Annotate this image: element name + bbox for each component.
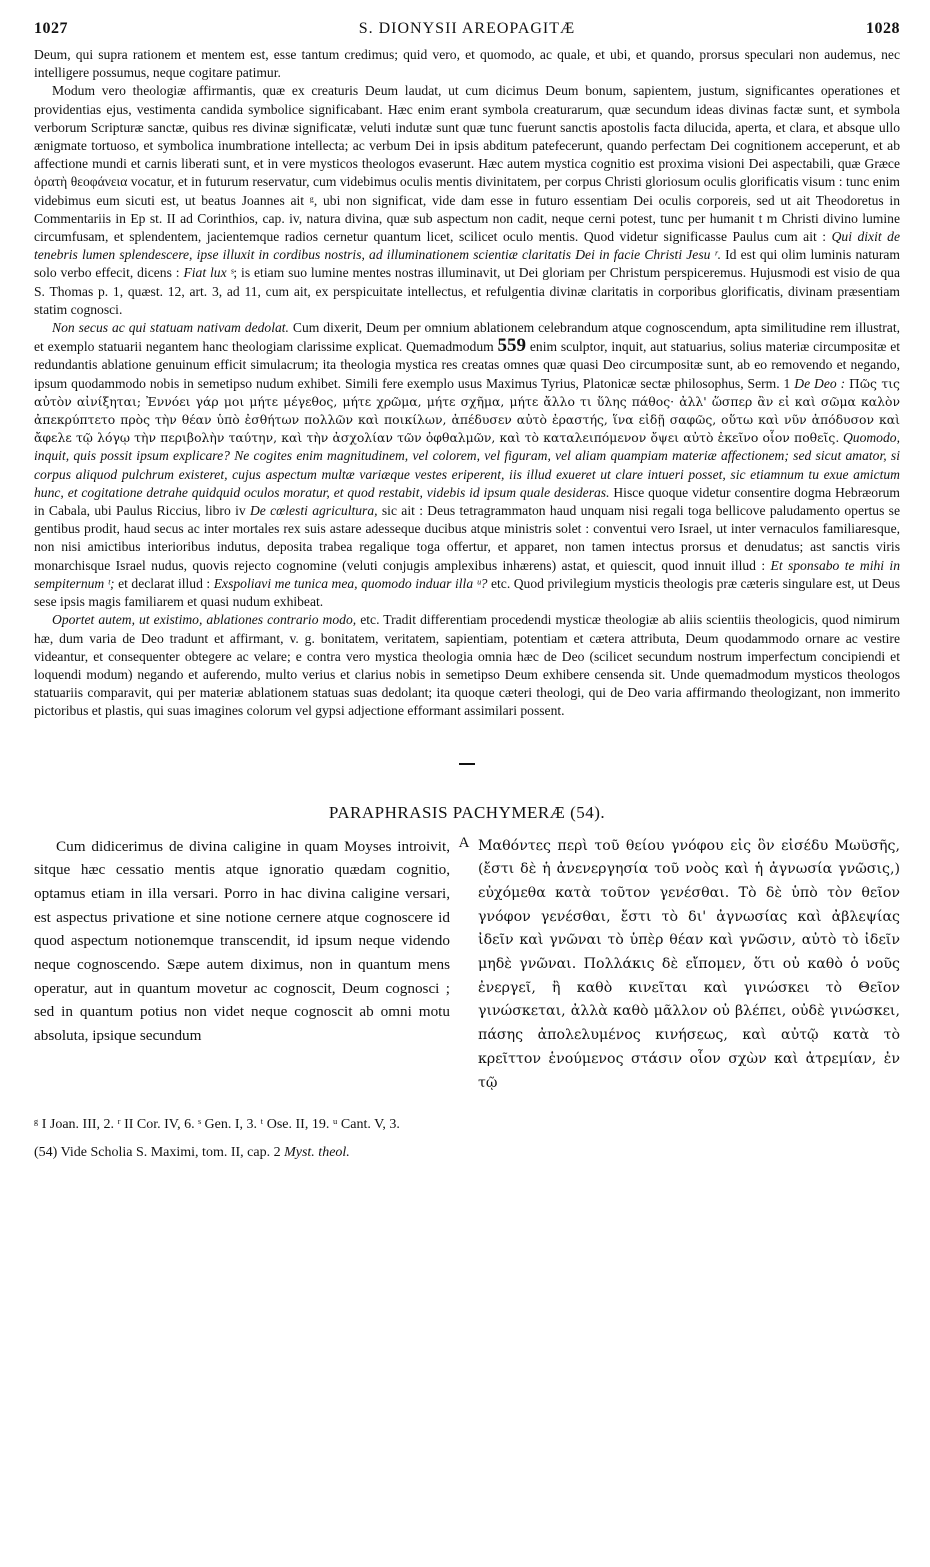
- running-title: S. DIONYSII AREOPAGITÆ: [358, 20, 576, 37]
- commentary-paragraph: Deum, qui supra rationem et mentem est, esse tantum credimus; quid vero, et quomodo, ac quale, et ubi, et quando, prorsus speculari non audemus, nec intelligere possumus, neque cogitare patimur.: [34, 47, 900, 81]
- footnotes: [34, 1111, 900, 1167]
- footnote-text: (54) Vide Scholia S. Maximi, tom. II, cap. 2: [34, 1145, 281, 1161]
- latin-translation: Quomodo, inquit, quis possit ipsum explicare? Ne cogites enim magnitudinem, vel colorem, vel figuram, vel aliam quampiam materiæ affectionem; sed sicut amator, si corpus aliquod pulchrum existeret, cujus aspectum multæ variæque vestes eriperent, iis illud exueret ut clare intueri posset, sic etiamnum tu exue amictum hunc, et cogitatione detrahe quidquid oculos moratur, et quod restabit, videbis id ipsum quale desideras.: [34, 430, 900, 500]
- left-column-number: 1027: [34, 20, 68, 37]
- commentary-text: Modum vero theologiæ affirmantis, quæ ex creaturis Deum laudat, ut cum dicimus Deum bonum, sapientem, justum, significantes operationes et providentias ejus, vestimenta candida symbolice significabant. Hæc enim erant symbola creaturarum, quæ secundum ideas divinas factæ sunt, et symbola verborum Scripturæ sanctæ, quibus res divinæ significatæ, veluti indutæ sunt quæ tunc fuerunt sanctis apostolis facta dilucida, aperta, et clara, et absque ullo ænigmate tortuoso, et symbolica inumbratione intellecta; ac verbum Dei in ipsis abditum patefecerunt, quando perfectam Dei cognitionem acceperunt, et ab affectione mundi et carnis liberati sunt, et in vere mysticos theologos evaserunt. Hæc autem mystica cognitio est proxima visioni Dei aspectabili, quæ Græce ὁρατὴ θεοφάνεια vocatur, et in futurum reservatur, cum videbimus oculis mentis divinitatem, per corpus Christi gloriosum oculis glorificatis visum : tunc enim videbimus eum sicuti est, ut beatus Joannes ait ᵍ, ubi non significat, vide dam esse in futuro essentiam Dei oculis corporeis, sed ut ait Theodoretus in Commentariis in Ep st. II ad Corinthios, cap. iv, natura divina, quæ sub aspectum non cadit, neque cerni potest, tunc per humanit t m Christi divino lumine circumfusam, et splendentem, jacientemque radios cernetur quantum licet, scilicet oculo mentis. Quod videtur significasse Paulus cum ait :: [34, 83, 900, 245]
- page: [34, 20, 900, 1167]
- work-title: De Deo :: [794, 375, 846, 391]
- commentary-text: etc. Quod privilegium mysticis theologis præ cæteris singulare est, ut Deus sese ipsis magis familiarem et quasi nudum exhibeat.: [34, 575, 900, 610]
- right-column-number: 1028: [865, 20, 900, 37]
- commentary-paragraph: [34, 611, 900, 720]
- scripture-quote: Qui dixit de tenebris lumen splendescere, ipse illuxit in cordibus nostris, ad illuminationem scientiæ claritatis Dei in facie Christi Jesu ʳ.: [34, 229, 900, 263]
- commentary-text: Id est qui olim luminis naturam solo verbo effecit, dicens :: [34, 247, 900, 281]
- margin-column-number: 559: [497, 335, 527, 357]
- commentary-text: enim sculptor, inquit, aut statuarius, solius materiæ circumpositæ et redundantis ablatione genuinum efficit simulacrum; ita theologia mystica res creatas omnes quæ quasi Deo circumpositæ sunt, ab eo removendo et negando, ipsum quodammodo nobis in semetipso nudum exhibet. Simili fere exemplo usus Maximus Tyrius, Platonicæ sectæ philosophus, Serm. 1: [34, 339, 901, 391]
- greek-quote: Πῶς τις αὐτὸν αἰνίξηται; Ἐννόει γάρ μοι μήτε μέγεθος, μήτε χρῶμα, μήτε σχῆμα, μήτε ἄλλο τι ὕλης πάθος· ἀλλ' ὥσπερ ἂν εἰ καὶ σῶμα καλὸν ἀπεκρύπτετο πρὸς τὴν θέαν ὑπὸ ἐσθήτων πολλῶν καὶ ποικίλων, ἀπέδυσεν αὐτὸ ἐραστής, ἵνα εἰδῇ σαφῶς, οὕτω καὶ νῦν ἀπόδυσον καὶ ἄφελε τῷ λόγῳ τὴν περιβολὴν ταύτην, καὶ τὴν ἀσχολίαν τῶν ὀφθαλμῶν, καὶ τὸ καταλειπόμενον ὄψει αὐτὸ ἐκεῖνο οἷον ποθεῖς.: [34, 375, 900, 446]
- latin-paraphrase: Cum didicerimus de divina caligine in quam Moyses introivit, sitque hæc cessatio mentis atque ignoratio quædam cognitio, optamus etiam in illa versari. Porro in hac divina caligine versari, est aspectus privatione et sine notione cernere atque cognoscere id quod aspectum notionemque transcendit, id ipsum neque videndo neque cognoscendo. Sæpe autem diximus, non in quantum mens operatur, aut in quantum movetur ac cognoscit, Deum cognosci ; sed in quantum potius non videt neque cognoscit ab omni motu absoluta, ipsique secundum: [34, 837, 450, 1045]
- commentary-text: etc. Tradit differentiam procedendi mysticæ theologiæ ab aliis scientiis theologicis, quod nimirum hæ, dum varia de Deo tradunt et affirmant, v. g. bonitatem, veritatem, sapientiam, potentiam et cætera attributa, Deum quodammodo ornare ac vestire videantur, et consequenter obtegere ac velare; e contra vero mystica theologia omnia hæc de Deo (scilicet secundum nostrum imperfectum concipiendi et loquendi modum) negando et auferendo, multo verius et clarius nobis in semetipso Deum exhibere censenda sit. Unde quemadmodum mysticos theologos statuariis comparavit, qui per materiæ ablationem statuas suas dedolant; ita quoque cæteri theologi, qui de Deo varia affirmando theologizant, non immerito pictoribus et plastis, qui suas imagines colorum vel gypsi adjectione efformant assimilari possent.: [34, 612, 900, 719]
- scripture-quote: Fiat lux ˢ: [183, 265, 234, 281]
- commentary-paragraph: [34, 82, 900, 319]
- scripture-quote: Exspoliavi me tunica mea, quomodo induar illa ᵘ?: [213, 575, 488, 591]
- lemma: Oportet autem, ut existimo, ablationes contrario modo,: [52, 612, 357, 628]
- commentary-paragraph: [34, 319, 900, 611]
- footnote-work-title: Myst. theol.: [284, 1145, 350, 1161]
- parallel-columns: [34, 835, 900, 1096]
- section-divider: [459, 763, 475, 765]
- commentary-text: sic ait : Deus tetragrammaton haud unquam nisi regali toga bellicove paludamento opertus se gentibus prodit, haud secus ac inter mortales rex suis astare adesseque ducibus atque ministris solet : conventui vero Israel, ut inter vernaculos familiaresque, non nisi amictibus interioribus indutus, deposita trabea regalique toga offertur, et apparet, non tamen intectus prorsus et denudatus; ast sanctis viris monarchisque Israel nudus, quovis rejecto cognomine (veluti conjugis amplexibus inhærens) astat, et quiescit, quod innuit illud :: [34, 503, 901, 573]
- commentary-text: Cum dixerit, Deum per omnium ablationem celebrandum atque cognoscendum, apta similitudine rem illustrat, et exemplo statuarii negantem hanc theologiam clarissime explicat. Quemadmodum: [34, 320, 901, 355]
- scripture-quote: Et sponsabo te mihi in sempiternum ᵗ;: [34, 557, 900, 591]
- commentary-text: ; is etiam suo lumine mentes nostras illuminavit, ut Dei gloriam per Christum perspiceremus. Hujusmodi est visio de qua S. Thomas p. 1, quæst. 12, art. 3, ad 11, cum ait, ex perspicuitate intellectus, et refulgentia divinæ claritatis in corporibus glorificatis, divinam præsentiam statim cognosci.: [34, 265, 900, 317]
- greek-column: [478, 835, 900, 1096]
- section-title: PARAPHRASIS PACHYMERÆ (54).: [328, 802, 606, 822]
- commentary-text: Hisce quoque videtur consentire dogma Hebræorum in Cabala, ubi Paulus Riccius, libro iv: [34, 484, 900, 519]
- greek-paraphrase: Μαθόντες περὶ τοῦ θείου γνόφου εἰς ὃν εἰσέδυ Μωϋσῆς, (ἔστι δὲ ἡ ἀνενεργησία τοῦ νοὸς καὶ ἡ ἀγνωσία γνῶσις,) εὐχόμεθα κατὰ τοῦτον γενέσθαι. Τὸ δὲ ὑπὸ τὸν θεῖον γνόφον γενέσθαι, ἔστι τὸ δι' ἀγνωσίας καὶ ἀβλεψίας ἰδεῖν καὶ γνῶναι τὸ ὑπὲρ θέαν καὶ γνῶσιν, αὐτὸ τὸ ἰδεῖν μηδὲ γνῶναι. Πολλάκις δὲ εἴπομεν, ὅτι οὐ καθὸ ὁ νοῦς ἐνεργεῖ, ἢ καθὸ κινεῖται καὶ γινώσκει τὸ Θεῖον γινώσκεται, ἀλλὰ καθὸ μᾶλλον οὐ βλέπει, οὐδὲ γινώσκει, πάσης ἀπολελυμένος κινήσεως, καὶ αὐτῷ κατὰ τὸ κρεῖττον ἑνούμενος στάσιν οἷον σχὼν καὶ ἀτρεμίαν, ἐν τῷ: [478, 837, 900, 1091]
- column-marker: A: [458, 834, 470, 851]
- footnote-references: ᵍ I Joan. III, 2. ʳ II Cor. IV, 6. ˢ Gen. I, 3. ᵗ Ose. II, 19. ᵘ Cant. V, 3.: [34, 1117, 400, 1133]
- commentary-block: [34, 46, 900, 721]
- running-header: [34, 20, 900, 42]
- work-title: De cœlesti agricultura,: [249, 503, 378, 519]
- footnote-54: [34, 1139, 900, 1167]
- commentary-text: et declarat illud :: [118, 575, 211, 591]
- latin-column: [34, 835, 450, 1096]
- lemma: Non secus ac qui statuam nativam dedolat.: [52, 320, 289, 336]
